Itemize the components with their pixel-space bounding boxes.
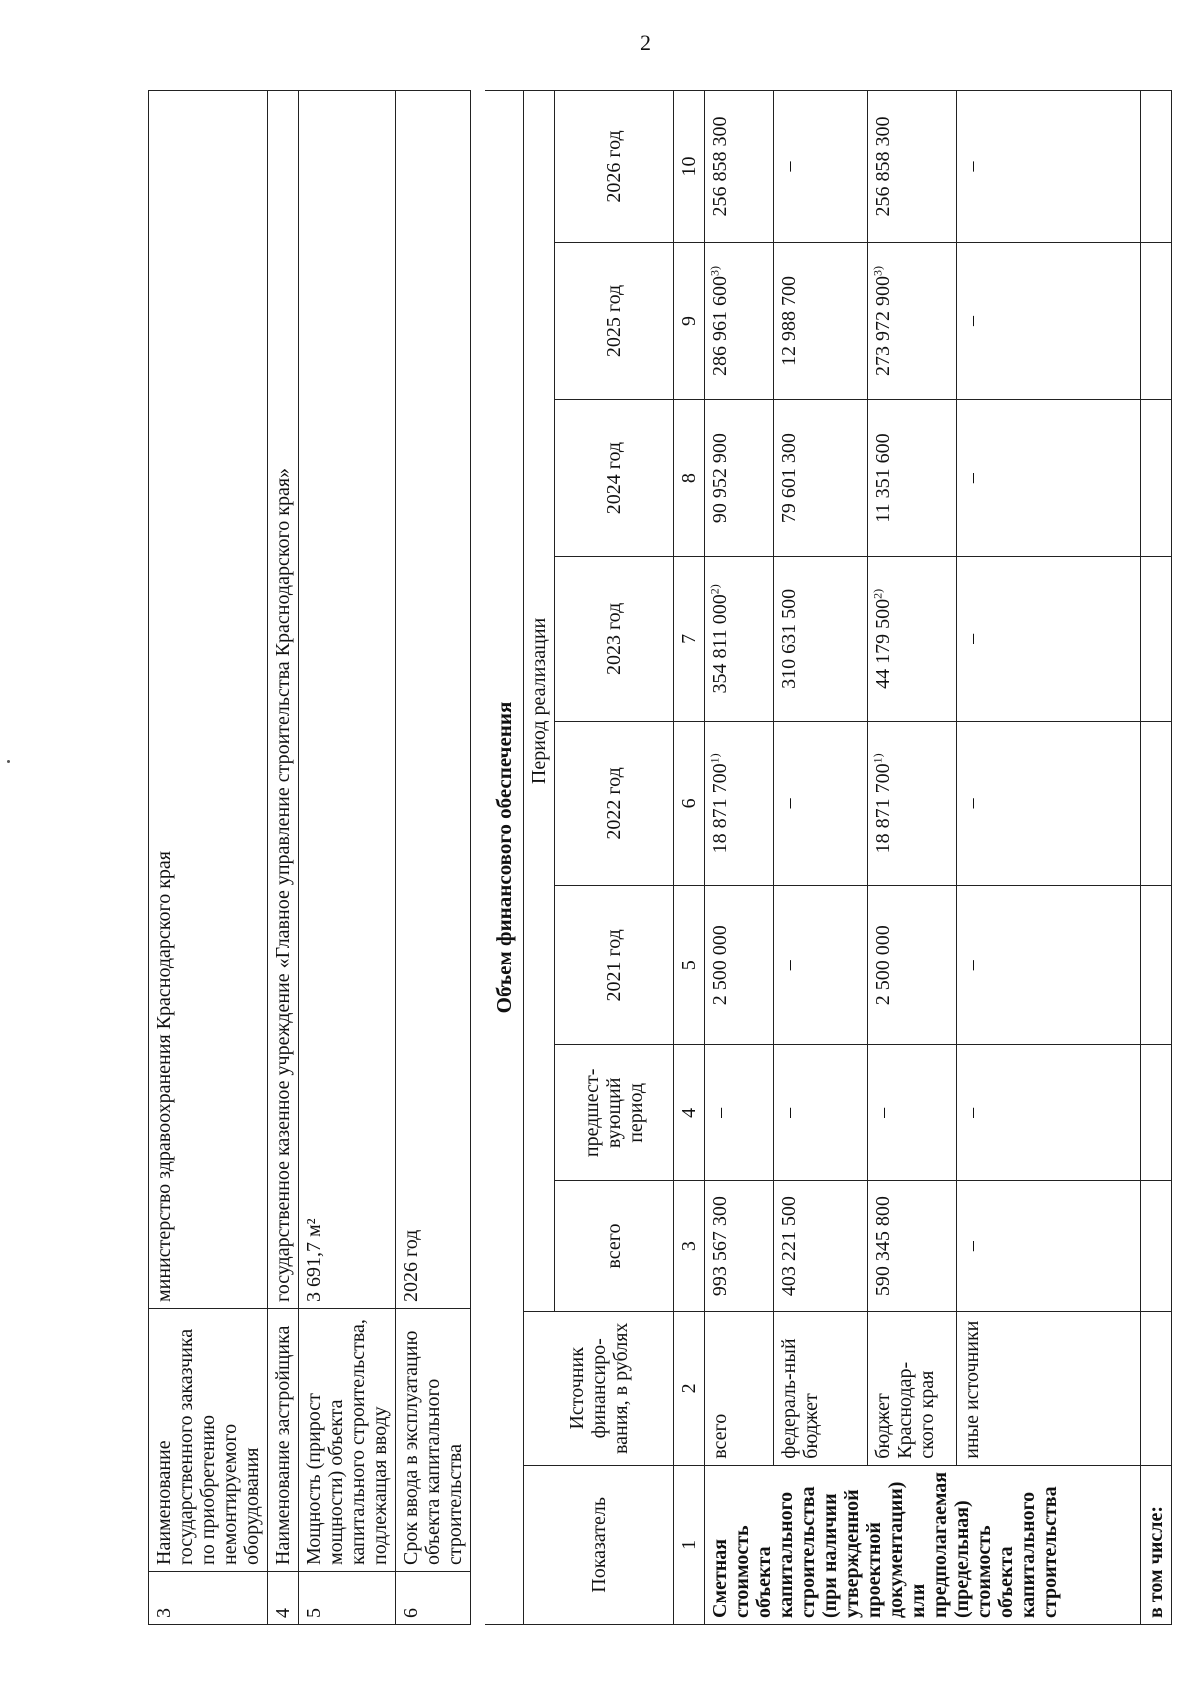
value-text: 354 811 000 [709,594,731,694]
footnote-mark: 2) [707,584,722,595]
info-row [396,91,471,1625]
empty-cell [1141,721,1172,886]
value-cell: 590 345 800 [868,1181,957,1312]
header-year: 2026 год [555,91,674,243]
row-label: Мощность (прирост мощности) объекта капитального строительства, подлежащая вводу [299,1309,396,1572]
footnote-mark: 1) [870,753,885,764]
table-row [1141,91,1172,1625]
value-cell [705,557,774,722]
value-cell: 79 601 300 [774,400,868,557]
column-number-row [674,91,705,1625]
row-number: 5 [299,1572,396,1625]
table-row [774,91,868,1625]
column-number: 10 [674,91,705,243]
info-row [149,91,268,1625]
value-cell: – [957,91,1141,243]
value-cell: – [774,1045,868,1181]
value-cell: – [957,1181,1141,1312]
info-table [148,90,471,1625]
value-cell: 256 858 300 [705,91,774,243]
header-indicator: Показатель [524,1465,674,1624]
footnote-mark: 3) [870,265,885,276]
scan-artifact [7,760,10,763]
value-cell: – [705,1045,774,1181]
table-row [868,91,957,1625]
indicator-cell: Сметная стоимость объекта капитального строительства (при наличии утвержденной проектной документации) или предполагаемая (предельная) стоимость объекта капитального строительства [705,1465,1141,1624]
row-label: Наименование государственного заказчика по приобретению немонтируемого оборудования [149,1309,268,1572]
value-cell: 12 988 700 [774,242,868,399]
header-total: всего [555,1181,674,1312]
empty-cell [1141,1311,1172,1465]
value-cell: 310 631 500 [774,557,868,722]
value-text: 44 179 500 [872,598,894,689]
info-row [299,91,396,1625]
value-cell [868,242,957,399]
footnote-mark: 2) [870,588,885,599]
source-cell: всего [705,1311,774,1465]
value-cell: 2 500 000 [705,886,774,1045]
value-cell [705,721,774,886]
column-number: 1 [674,1465,705,1624]
value-text: 273 972 900 [872,275,894,376]
value-cell: 90 952 900 [705,400,774,557]
empty-cell [1141,557,1172,722]
column-number: 9 [674,242,705,399]
empty-cell [1141,242,1172,399]
value-cell: – [957,1045,1141,1181]
value-cell: 11 351 600 [868,400,957,557]
value-cell [705,242,774,399]
column-number: 8 [674,400,705,557]
empty-cell [1141,1181,1172,1312]
header-previous: предшест-вующий период [555,1045,674,1181]
column-number: 5 [674,886,705,1045]
value-cell: – [957,721,1141,886]
footnote-mark: 1) [707,753,722,764]
value-cell: – [957,242,1141,399]
value-cell: – [957,886,1141,1045]
finance-section-title: Объем финансового обеспечения [485,90,523,1625]
header-year: 2021 год [555,886,674,1045]
value-cell: – [774,721,868,886]
table-row [957,91,1141,1625]
row-value: государственное казенное учреждение «Главное управление строительства Краснодарского края» [268,91,299,1309]
value-cell: 993 567 300 [705,1181,774,1312]
source-cell: иные источники [957,1311,1141,1465]
value-text: 286 961 600 [709,275,731,376]
row-value: министерство здравоохранения Краснодарского края [149,91,268,1309]
rotated-page-content [148,90,1167,1625]
value-text: 18 871 700 [709,763,731,854]
row-number: 6 [396,1572,471,1625]
header-year: 2025 год [555,242,674,399]
value-cell: – [957,557,1141,722]
header-source: Источник финансиро-вания, в рублях [524,1311,674,1465]
value-cell: 403 221 500 [774,1181,868,1312]
page-number: 2 [640,30,651,55]
source-cell: федераль-ный бюджет [774,1311,868,1465]
row-number: 4 [268,1572,299,1625]
row-label: Наименование застройщика [268,1309,299,1572]
header-year: 2023 год [555,557,674,722]
empty-cell [1141,886,1172,1045]
row-value: 2026 год [396,91,471,1309]
header-period: Период реализации [524,91,555,1312]
value-cell: – [868,1045,957,1181]
empty-cell [1141,400,1172,557]
header-row [524,91,555,1625]
value-text: 18 871 700 [872,763,894,854]
column-number: 6 [674,721,705,886]
row-label: Срок ввода в эксплуатацию объекта капитального строительства [396,1309,471,1572]
column-number: 2 [674,1311,705,1465]
value-cell: – [774,886,868,1045]
header-year: 2024 год [555,400,674,557]
row-value: 3 691,7 м² [299,91,396,1309]
value-cell [868,721,957,886]
value-cell: 2 500 000 [868,886,957,1045]
value-cell: – [957,400,1141,557]
column-number: 7 [674,557,705,722]
column-number: 3 [674,1181,705,1312]
in-that-number-label: в том числе: [1141,1465,1172,1624]
header-year: 2022 год [555,721,674,886]
value-cell [868,557,957,722]
value-cell: – [774,91,868,243]
finance-table [523,90,1172,1625]
source-cell: бюджет Краснодар-ского края [868,1311,957,1465]
value-cell: 256 858 300 [868,91,957,243]
empty-cell [1141,1045,1172,1181]
info-row [268,91,299,1625]
footnote-mark: 3) [707,265,722,276]
row-number: 3 [149,1572,268,1625]
table-row [705,91,774,1625]
column-number: 4 [674,1045,705,1181]
empty-cell [1141,91,1172,243]
